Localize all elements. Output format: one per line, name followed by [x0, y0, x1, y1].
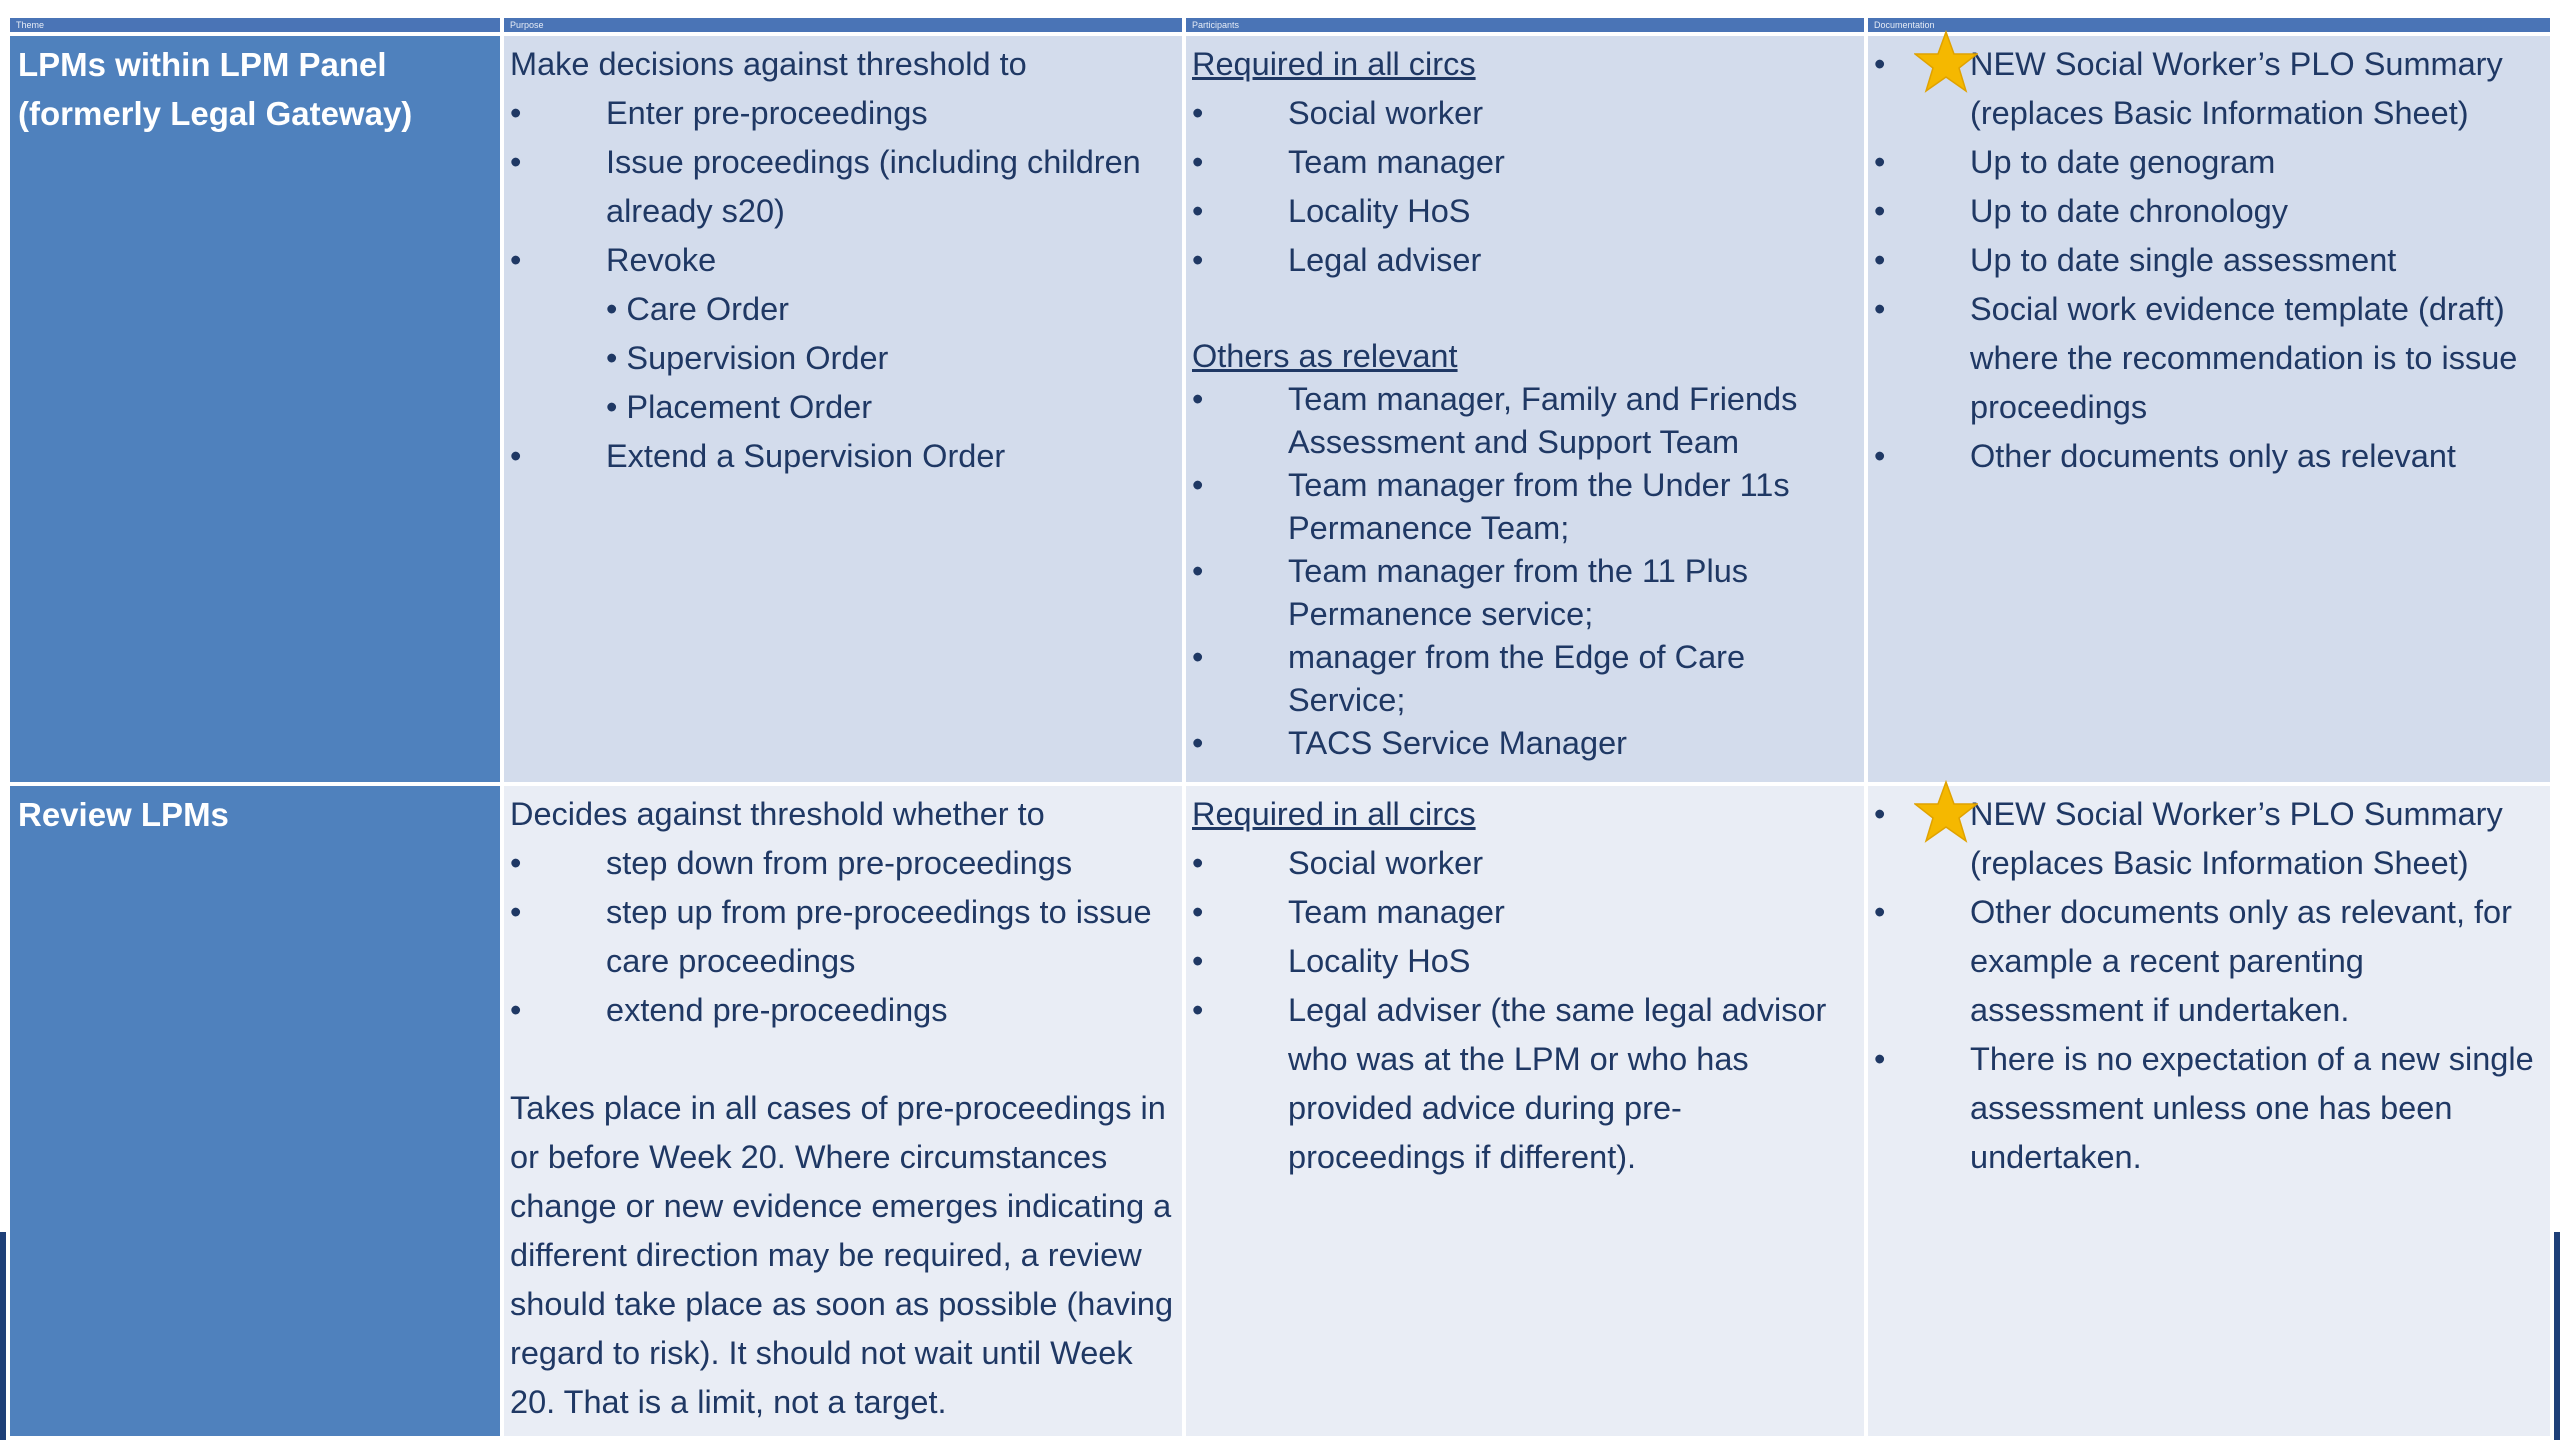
spacer — [510, 1035, 1176, 1084]
purpose-intro: Decides against threshold whether to — [510, 796, 1045, 832]
list-item: • Up to date chronology — [1874, 187, 2544, 236]
list-item: • Legal adviser (the same legal advisor who was at the LPM or who has provided advice during pre-proceedings if different). — [1192, 986, 1858, 1182]
header-theme: Theme — [8, 16, 502, 34]
documentation-cell — [1866, 34, 2552, 784]
header-purpose: Purpose — [502, 16, 1184, 34]
bullet-icon: • — [1192, 894, 1204, 930]
bullet-icon: • — [1192, 992, 1204, 1028]
list-item: • Revoke • Care Order • Supervision Order • Placement Order — [510, 236, 1176, 432]
list-item: • Team manager from the Under 11s Permanence Team; — [1192, 464, 1858, 550]
list-item: • step down from pre-proceedings — [510, 839, 1176, 888]
bullet-icon: • — [1874, 894, 1886, 930]
list-item: • Team manager — [1192, 888, 1858, 937]
bullet-icon: • — [510, 438, 522, 474]
required-heading: Required in all circs — [1192, 796, 1476, 832]
sub-list-item: • Supervision Order — [606, 340, 889, 376]
star-icon — [1914, 30, 1978, 94]
list-item: • Other documents only as relevant — [1874, 432, 2544, 481]
bullet-icon: • — [1192, 95, 1204, 131]
bullet-icon: • — [1874, 242, 1886, 278]
bullet-icon: • — [1192, 242, 1204, 278]
documentation-list — [1874, 40, 2544, 481]
bullet-icon: • — [1192, 845, 1204, 881]
bullet-icon: • — [1192, 467, 1204, 503]
list-item: • Team manager, Family and Friends Assessment and Support Team — [1192, 378, 1858, 464]
bullet-icon: • — [1874, 1041, 1886, 1077]
purpose-list — [510, 839, 1176, 1035]
list-item: • Social work evidence template (draft) where the recommendation is to issue proceedings — [1874, 285, 2544, 432]
list-item: • Team manager — [1192, 138, 1858, 187]
list-item: • Social worker — [1192, 839, 1858, 888]
documentation-cell — [1866, 784, 2552, 1438]
review-timing-note: Takes place in all cases of pre-proceedings in or before Week 20. Where circumstances change or new evidence emerges indicating a different direction may be required, a review should take place as soon as possible (having regard to risk). It should not wait until Week 20. That is a limit, not a target. — [510, 1090, 1174, 1420]
header-participants: Participants — [1184, 16, 1866, 34]
bullet-icon: • — [606, 291, 618, 327]
spacer — [1192, 285, 1858, 334]
participants-cell — [1184, 34, 1866, 784]
list-item: • There is no expectation of a new single assessment unless one has been undertaken. — [1874, 1035, 2544, 1182]
others-heading: Others as relevant — [1192, 338, 1458, 374]
header-documentation: Documentation — [1866, 16, 2552, 34]
bullet-icon: • — [1192, 381, 1204, 417]
list-item: • TACS Service Manager — [1192, 722, 1858, 765]
revoke-sublist — [606, 285, 1176, 432]
bullet-icon: • — [1874, 144, 1886, 180]
other-participants-list — [1192, 378, 1858, 765]
purpose-cell — [502, 784, 1184, 1438]
list-item: • manager from the Edge of Care Service; — [1192, 636, 1858, 722]
bullet-icon: • — [510, 992, 522, 1028]
list-item: • NEW Social Worker’s PLO Summary (replaces Basic Information Sheet) — [1874, 40, 2544, 138]
bullet-icon: • — [1192, 144, 1204, 180]
bullet-icon: • — [510, 894, 522, 930]
list-item: • Locality HoS — [1192, 187, 1858, 236]
list-item: • Locality HoS — [1192, 937, 1858, 986]
bullet-icon: • — [510, 144, 522, 180]
list-item: • Issue proceedings (including children already s20) — [510, 138, 1176, 236]
list-item: • NEW Social Worker’s PLO Summary (replaces Basic Information Sheet) — [1874, 790, 2544, 888]
bullet-icon: • — [606, 389, 618, 425]
participants-cell — [1184, 784, 1866, 1438]
required-heading: Required in all circs — [1192, 46, 1476, 82]
sub-list-item: • Care Order — [606, 291, 789, 327]
bullet-icon: • — [1192, 553, 1204, 589]
list-item: • Social worker — [1192, 89, 1858, 138]
table-row-review-lpms — [8, 784, 2552, 1438]
bullet-icon: • — [510, 845, 522, 881]
bullet-icon: • — [510, 95, 522, 131]
table-header-row — [8, 16, 2552, 34]
list-item: • Team manager from the 11 Plus Permanence service; — [1192, 550, 1858, 636]
theme-cell: Review LPMs — [8, 784, 502, 1438]
bullet-icon: • — [1192, 943, 1204, 979]
bullet-icon: • — [1874, 46, 1886, 82]
bullet-icon: • — [1874, 193, 1886, 229]
list-item: • Enter pre-proceedings — [510, 89, 1176, 138]
purpose-cell — [502, 34, 1184, 784]
star-icon — [1914, 780, 1978, 844]
theme-cell: LPMs within LPM Panel (formerly Legal Gateway) — [8, 34, 502, 784]
list-item: • Legal adviser — [1192, 236, 1858, 285]
bullet-icon: • — [606, 340, 618, 376]
bullet-icon: • — [1192, 639, 1204, 675]
bullet-icon: • — [1874, 796, 1886, 832]
plo-meetings-table — [6, 14, 2554, 1440]
bullet-icon: • — [1192, 193, 1204, 229]
bullet-icon: • — [510, 242, 522, 278]
bullet-icon: • — [1874, 291, 1886, 327]
purpose-intro: Make decisions against threshold to — [510, 46, 1027, 82]
required-participants-list — [1192, 89, 1858, 285]
required-participants-list — [1192, 839, 1858, 1182]
bullet-icon: • — [1874, 438, 1886, 474]
sub-list-item: • Placement Order — [606, 389, 873, 425]
list-item: • Extend a Supervision Order — [510, 432, 1176, 481]
list-item: • Other documents only as relevant, for example a recent parenting assessment if undertaken. — [1874, 888, 2544, 1035]
list-item: • Up to date genogram — [1874, 138, 2544, 187]
documentation-list — [1874, 790, 2544, 1182]
list-item: • Up to date single assessment — [1874, 236, 2544, 285]
table-row-lpm-panel — [8, 34, 2552, 784]
purpose-list — [510, 89, 1176, 481]
bullet-icon: • — [1192, 725, 1204, 761]
list-item: • extend pre-proceedings — [510, 986, 1176, 1035]
list-item: • step up from pre-proceedings to issue care proceedings — [510, 888, 1176, 986]
